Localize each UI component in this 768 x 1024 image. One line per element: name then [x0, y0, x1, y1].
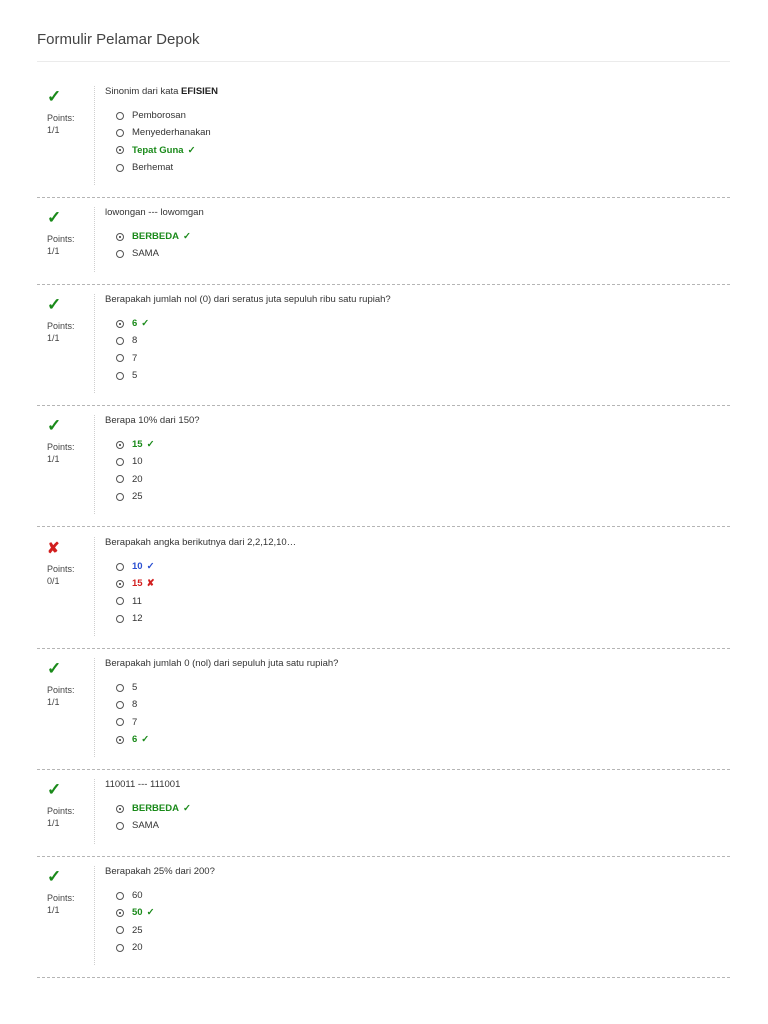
option-label: BERBEDA: [132, 231, 179, 243]
question-text-part: lowongan --- lowomgan: [105, 207, 204, 218]
question-text: [105, 779, 730, 791]
score-column: [37, 537, 95, 636]
question-text: [105, 415, 730, 427]
points-info: [47, 892, 75, 916]
checkmark-icon: ✓: [47, 780, 62, 799]
question-body: [105, 537, 730, 627]
question-text-part: Berapakah jumlah nol (0) dari seratus juta sepuluh ribu satu rupiah?: [105, 294, 391, 305]
radio-empty-icon[interactable]: [116, 458, 124, 466]
radio-empty-icon[interactable]: [116, 372, 124, 380]
option-label: 10: [132, 456, 143, 468]
option-label: 60: [132, 890, 143, 902]
check-suffix-icon: ✓: [182, 803, 191, 815]
option-label: SAMA: [132, 248, 159, 260]
points-value: 1/1: [47, 246, 60, 256]
answer-option[interactable]: [116, 124, 730, 141]
option-label: Menyederhanakan: [132, 127, 211, 139]
question-block: [37, 415, 730, 527]
question-text-part: Berapa 10% dari 150?: [105, 415, 200, 426]
checkmark-icon: ✓: [47, 867, 62, 886]
question-keyword: EFISIEN: [181, 86, 218, 97]
question-body: [105, 207, 730, 263]
score-column: [37, 86, 95, 185]
option-label: 10: [132, 561, 143, 573]
answer-option[interactable]: [116, 610, 730, 627]
points-info: [47, 112, 75, 136]
answer-option[interactable]: [116, 453, 730, 470]
question-text-part: 110011 --- 111001: [105, 779, 181, 790]
answer-option[interactable]: [116, 436, 730, 453]
option-list: [105, 107, 730, 176]
option-label: BERBEDA: [132, 803, 179, 815]
points-value: 1/1: [47, 905, 60, 915]
answer-option[interactable]: [116, 107, 730, 124]
radio-empty-icon[interactable]: [116, 892, 124, 900]
page-title: Formulir Pelamar Depok: [37, 31, 200, 48]
points-value: 1/1: [47, 454, 60, 464]
answer-option[interactable]: [116, 245, 730, 262]
radio-empty-icon[interactable]: [116, 129, 124, 137]
checkmark-icon: ✓: [47, 659, 62, 678]
radio-selected-icon[interactable]: [116, 441, 124, 449]
points-label: Points:: [47, 685, 75, 695]
question-text-part: Berapakah jumlah 0 (nol) dari sepuluh juta satu rupiah?: [105, 658, 339, 669]
points-label: Points:: [47, 113, 75, 123]
radio-selected-icon[interactable]: [116, 909, 124, 917]
check-suffix-icon: ✓: [141, 734, 150, 746]
option-list: [105, 558, 730, 627]
radio-empty-icon[interactable]: [116, 354, 124, 362]
points-info: [47, 233, 75, 257]
radio-selected-icon[interactable]: [116, 805, 124, 813]
checkmark-icon: ✓: [47, 416, 62, 435]
cross-icon: ✘: [47, 540, 60, 557]
question-block: [37, 207, 730, 285]
points-info: [47, 320, 75, 344]
question-text-part: Berapakah angka berikutnya dari 2,2,12,10…: [105, 537, 297, 548]
option-label: 50: [132, 907, 143, 919]
option-label: 5: [132, 682, 138, 694]
radio-empty-icon[interactable]: [116, 164, 124, 172]
radio-selected-icon[interactable]: [116, 580, 124, 588]
radio-empty-icon[interactable]: [116, 822, 124, 830]
points-label: Points:: [47, 564, 75, 574]
option-list: [105, 315, 730, 384]
question-block: [37, 779, 730, 857]
radio-empty-icon[interactable]: [116, 597, 124, 605]
answer-option[interactable]: [116, 731, 730, 748]
answer-option[interactable]: [116, 471, 730, 488]
points-value: 1/1: [47, 818, 60, 828]
points-info: [47, 805, 75, 829]
answer-option[interactable]: [116, 575, 730, 592]
cross-suffix-icon: ✘: [146, 578, 155, 590]
answer-option[interactable]: [116, 488, 730, 505]
option-label: 6: [132, 734, 138, 746]
answer-option[interactable]: [116, 367, 730, 384]
radio-empty-icon[interactable]: [116, 493, 124, 501]
points-label: Points:: [47, 442, 75, 452]
question-text: [105, 537, 730, 549]
radio-selected-icon[interactable]: [116, 736, 124, 744]
radio-empty-icon[interactable]: [116, 944, 124, 952]
question-block: [37, 294, 730, 406]
option-label: 8: [132, 335, 138, 347]
points-label: Points:: [47, 893, 75, 903]
radio-empty-icon[interactable]: [116, 250, 124, 258]
question-block: [37, 866, 730, 978]
radio-empty-icon[interactable]: [116, 926, 124, 934]
answer-option[interactable]: [116, 714, 730, 731]
option-label: 5: [132, 370, 138, 382]
check-suffix-icon: ✓: [146, 439, 155, 451]
answer-option[interactable]: [116, 800, 730, 817]
question-text-part: Berapakah 25% dari 200?: [105, 866, 215, 877]
question-text: [105, 86, 730, 98]
question-body: [105, 415, 730, 505]
option-label: SAMA: [132, 820, 159, 832]
answer-option[interactable]: [116, 593, 730, 610]
option-label: 6: [132, 318, 138, 330]
radio-selected-icon[interactable]: [116, 233, 124, 241]
answer-option[interactable]: [116, 350, 730, 367]
answer-option[interactable]: [116, 696, 730, 713]
option-label: Berhemat: [132, 162, 174, 174]
option-label: 15: [132, 439, 143, 451]
check-suffix-icon: ✓: [182, 231, 191, 243]
option-list: [105, 679, 730, 748]
points-label: Points:: [47, 321, 75, 331]
option-label: 15: [132, 578, 143, 590]
title-divider: [37, 61, 730, 62]
answer-option[interactable]: [116, 817, 730, 834]
checkmark-icon: ✓: [47, 87, 62, 106]
question-text: [105, 866, 730, 878]
option-label: 20: [132, 942, 143, 954]
score-column: [37, 779, 95, 844]
option-list: [105, 800, 730, 835]
question-text: [105, 207, 730, 219]
score-column: [37, 294, 95, 393]
check-suffix-icon: ✓: [146, 561, 155, 573]
radio-empty-icon[interactable]: [116, 718, 124, 726]
check-suffix-icon: ✓: [141, 318, 150, 330]
radio-empty-icon[interactable]: [116, 701, 124, 709]
answer-option[interactable]: [116, 939, 730, 956]
points-value: 1/1: [47, 697, 60, 707]
score-column: [37, 415, 95, 514]
points-info: [47, 684, 75, 708]
answer-option[interactable]: [116, 159, 730, 176]
option-label: 25: [132, 924, 143, 936]
answer-option[interactable]: [116, 142, 730, 159]
question-body: [105, 658, 730, 748]
score-column: [37, 658, 95, 757]
question-body: [105, 294, 730, 384]
answer-option[interactable]: [116, 887, 730, 904]
answer-option[interactable]: [116, 679, 730, 696]
points-label: Points:: [47, 806, 75, 816]
radio-empty-icon[interactable]: [116, 475, 124, 483]
option-label: Pemborosan: [132, 110, 186, 122]
option-label: 7: [132, 716, 138, 728]
points-info: [47, 563, 75, 587]
points-info: [47, 441, 75, 465]
question-body: [105, 779, 730, 835]
option-list: [105, 436, 730, 505]
option-label: Tepat Guna: [132, 144, 184, 156]
question-block: [37, 537, 730, 649]
radio-empty-icon[interactable]: [116, 337, 124, 345]
answer-option[interactable]: [116, 228, 730, 245]
checkmark-icon: ✓: [47, 208, 62, 227]
answer-option[interactable]: [116, 904, 730, 921]
question-text: [105, 294, 730, 306]
points-value: 1/1: [47, 333, 60, 343]
question-block: [37, 86, 730, 198]
answer-option[interactable]: [116, 332, 730, 349]
score-column: [37, 866, 95, 965]
question-text-part: Sinonim dari kata: [105, 86, 182, 97]
points-value: 1/1: [47, 125, 60, 135]
radio-empty-icon[interactable]: [116, 615, 124, 623]
answer-option[interactable]: [116, 922, 730, 939]
radio-empty-icon[interactable]: [116, 563, 124, 571]
check-suffix-icon: ✓: [187, 144, 196, 156]
check-suffix-icon: ✓: [146, 907, 155, 919]
option-label: 7: [132, 352, 138, 364]
radio-empty-icon[interactable]: [116, 112, 124, 120]
option-list: [105, 887, 730, 956]
radio-empty-icon[interactable]: [116, 684, 124, 692]
option-label: 11: [132, 595, 142, 607]
answer-option[interactable]: [116, 558, 730, 575]
question-block: [37, 658, 730, 770]
question-body: [105, 86, 730, 176]
option-label: 12: [132, 613, 143, 625]
radio-selected-icon[interactable]: [116, 146, 124, 154]
option-label: 25: [132, 491, 143, 503]
answer-option[interactable]: [116, 315, 730, 332]
option-label: 8: [132, 699, 138, 711]
points-label: Points:: [47, 234, 75, 244]
option-label: 20: [132, 473, 143, 485]
question-text: [105, 658, 730, 670]
question-body: [105, 866, 730, 956]
points-value: 0/1: [47, 576, 60, 586]
score-column: [37, 207, 95, 272]
radio-selected-icon[interactable]: [116, 320, 124, 328]
option-list: [105, 228, 730, 263]
checkmark-icon: ✓: [47, 295, 62, 314]
